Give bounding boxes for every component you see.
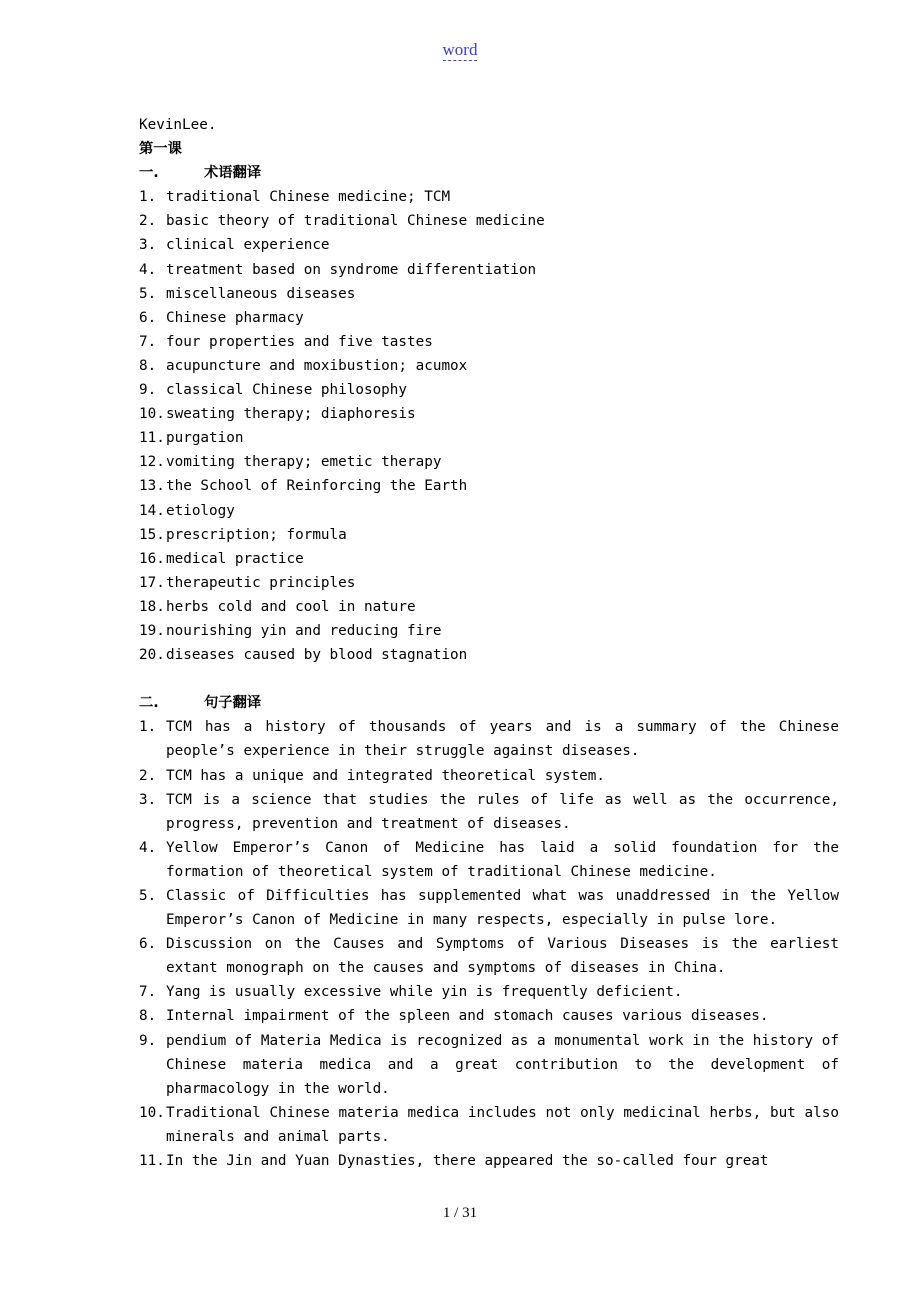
term-item xyxy=(139,595,839,619)
section-title: 句子翻译 xyxy=(204,695,262,712)
term-item-text: miscellaneous diseases xyxy=(166,285,356,302)
term-item-number: 10. xyxy=(139,406,165,423)
sentences-list xyxy=(139,715,839,1173)
term-item-number: 15. xyxy=(139,526,165,543)
term-item xyxy=(139,643,839,667)
term-item-text: four properties and five tastes xyxy=(166,333,433,350)
sentence-item-text: In the Jin and Yuan Dynasties, there appeared the so-called four great xyxy=(166,1153,769,1170)
sentence-item xyxy=(139,764,839,788)
sentence-item-text: Traditional Chinese materia medica includes not only medicinal herbs, but also minerals and animal parts. xyxy=(166,1104,839,1145)
term-item-number: 11. xyxy=(139,430,165,447)
term-item xyxy=(139,209,839,233)
term-item-text: diseases caused by blood stagnation xyxy=(166,647,468,664)
term-item xyxy=(139,547,839,571)
sentence-item xyxy=(139,1004,839,1028)
term-item-number: 1. xyxy=(139,189,157,206)
term-item xyxy=(139,258,839,282)
term-item-text: vomiting therapy; emetic therapy xyxy=(166,454,442,471)
sentence-item xyxy=(139,1029,839,1101)
term-item-number: 8. xyxy=(139,357,157,374)
sentence-item-number: 5. xyxy=(139,888,157,904)
term-item-number: 12. xyxy=(139,454,165,471)
sentence-item xyxy=(139,980,839,1004)
term-item xyxy=(139,330,839,354)
sentence-item-text: TCM is a science that studies the rules of life as well as the occurrence, progress, prevention and treatment of diseases. xyxy=(166,791,839,832)
term-item-text: purgation xyxy=(166,430,244,447)
sentence-item-number: 8. xyxy=(139,1008,157,1025)
sentence-item-number: 11. xyxy=(139,1153,165,1170)
term-item xyxy=(139,523,839,547)
term-item-text: therapeutic principles xyxy=(166,574,356,591)
sentence-item xyxy=(139,836,839,884)
term-item-text: nourishing yin and reducing fire xyxy=(166,622,442,639)
sentence-item-number: 4. xyxy=(139,839,157,856)
section-title: 术语翻译 xyxy=(204,165,262,182)
term-item-number: 18. xyxy=(139,598,165,615)
sentence-item-number: 6. xyxy=(139,936,157,953)
term-item xyxy=(139,402,839,426)
term-item-text: acupuncture and moxibustion; acumox xyxy=(166,357,468,374)
term-item xyxy=(139,426,839,450)
sentence-item-text: Discussion on the Causes and Symptoms of Various Diseases is the earliest extant monograph on the causes and symptoms of diseases in China. xyxy=(166,936,839,977)
sentence-item-text: Yang is usually excessive while yin is frequently deficient. xyxy=(166,984,683,1001)
sentence-item xyxy=(139,932,839,980)
term-item-text: the School of Reinforcing the Earth xyxy=(166,478,468,495)
term-item-number: 19. xyxy=(139,622,165,639)
sentence-item-text: Classic of Difficulties has supplemented what was unaddressed in the Yellow Emperor’s Canon of Medicine in many respects, especially in pulse lore. xyxy=(166,888,839,929)
spacer xyxy=(139,667,839,691)
sentence-item-number: 2. xyxy=(139,767,157,784)
sentence-item-text: TCM has a unique and integrated theoretical system. xyxy=(166,767,605,784)
sentence-item-text: Yellow Emperor’s Canon of Medicine has laid a solid foundation for the formation of theoretical system of traditional Chinese medicine. xyxy=(166,839,839,880)
sentence-item-text: pendium of Materia Medica is recognized as a monumental work in the history of Chinese materia medica and a great contribution to the development of pharmacology in the world. xyxy=(166,1032,839,1097)
term-item-number: 13. xyxy=(139,478,165,495)
term-item-text: Chinese pharmacy xyxy=(166,309,304,326)
term-item xyxy=(139,499,839,523)
term-item xyxy=(139,233,839,257)
sentence-item-number: 1. xyxy=(139,719,157,736)
term-item xyxy=(139,282,839,306)
section-heading-sentences xyxy=(139,691,839,715)
sentence-item-number: 10. xyxy=(139,1104,165,1121)
sentence-item-number: 9. xyxy=(139,1032,157,1049)
term-item-text: classical Chinese philosophy xyxy=(166,382,408,399)
term-item-text: treatment based on syndrome differentiation xyxy=(166,261,537,278)
term-item xyxy=(139,185,839,209)
term-item xyxy=(139,571,839,595)
term-item-text: medical practice xyxy=(166,550,304,567)
term-item xyxy=(139,450,839,474)
sentence-item xyxy=(139,1149,839,1173)
sentence-item xyxy=(139,1101,839,1149)
term-item xyxy=(139,378,839,402)
page-header xyxy=(0,40,920,60)
term-item-number: 9. xyxy=(139,382,157,399)
sentence-item xyxy=(139,788,839,836)
term-item-number: 2. xyxy=(139,213,157,230)
term-item-number: 3. xyxy=(139,237,157,254)
sentence-item-text: TCM has a history of thousands of years and is a summary of the Chinese people’s experience in their struggle against diseases. xyxy=(166,719,839,760)
term-item-number: 16. xyxy=(139,550,165,567)
term-item-number: 5. xyxy=(139,285,157,302)
lesson-title: 第一课 xyxy=(139,141,182,158)
term-item-text: sweating therapy; diaphoresis xyxy=(166,406,416,423)
section-number: 二. xyxy=(139,695,159,712)
terms-list xyxy=(139,185,839,667)
term-item-number: 7. xyxy=(139,333,157,350)
term-item-number: 20. xyxy=(139,647,165,664)
term-item-text: clinical experience xyxy=(166,237,330,254)
document-body xyxy=(139,113,839,1173)
term-item xyxy=(139,306,839,330)
page-number: 1 / 31 xyxy=(442,1205,478,1221)
term-item xyxy=(139,619,839,643)
section-number: 一. xyxy=(139,165,159,182)
term-item-number: 6. xyxy=(139,309,157,326)
term-item-text: basic theory of traditional Chinese medicine xyxy=(166,213,545,230)
sentence-item xyxy=(139,884,839,932)
term-item xyxy=(139,474,839,498)
section-heading-terms xyxy=(139,161,839,185)
sentence-item xyxy=(139,715,839,763)
sentence-item-number: 3. xyxy=(139,791,157,808)
term-item xyxy=(139,354,839,378)
term-item-text: herbs cold and cool in nature xyxy=(166,598,416,615)
term-item-text: traditional Chinese medicine; TCM xyxy=(166,189,451,206)
term-item-text: prescription; formula xyxy=(166,526,347,543)
author-line: KevinLee. xyxy=(139,117,217,133)
term-item-number: 4. xyxy=(139,261,157,278)
word-link[interactable]: word xyxy=(442,40,478,59)
term-item-number: 14. xyxy=(139,502,165,519)
term-item-number: 17. xyxy=(139,574,165,591)
sentence-item-text: Internal impairment of the spleen and stomach causes various diseases. xyxy=(166,1008,769,1025)
sentence-item-number: 7. xyxy=(139,984,157,1001)
term-item-text: etiology xyxy=(166,502,235,519)
